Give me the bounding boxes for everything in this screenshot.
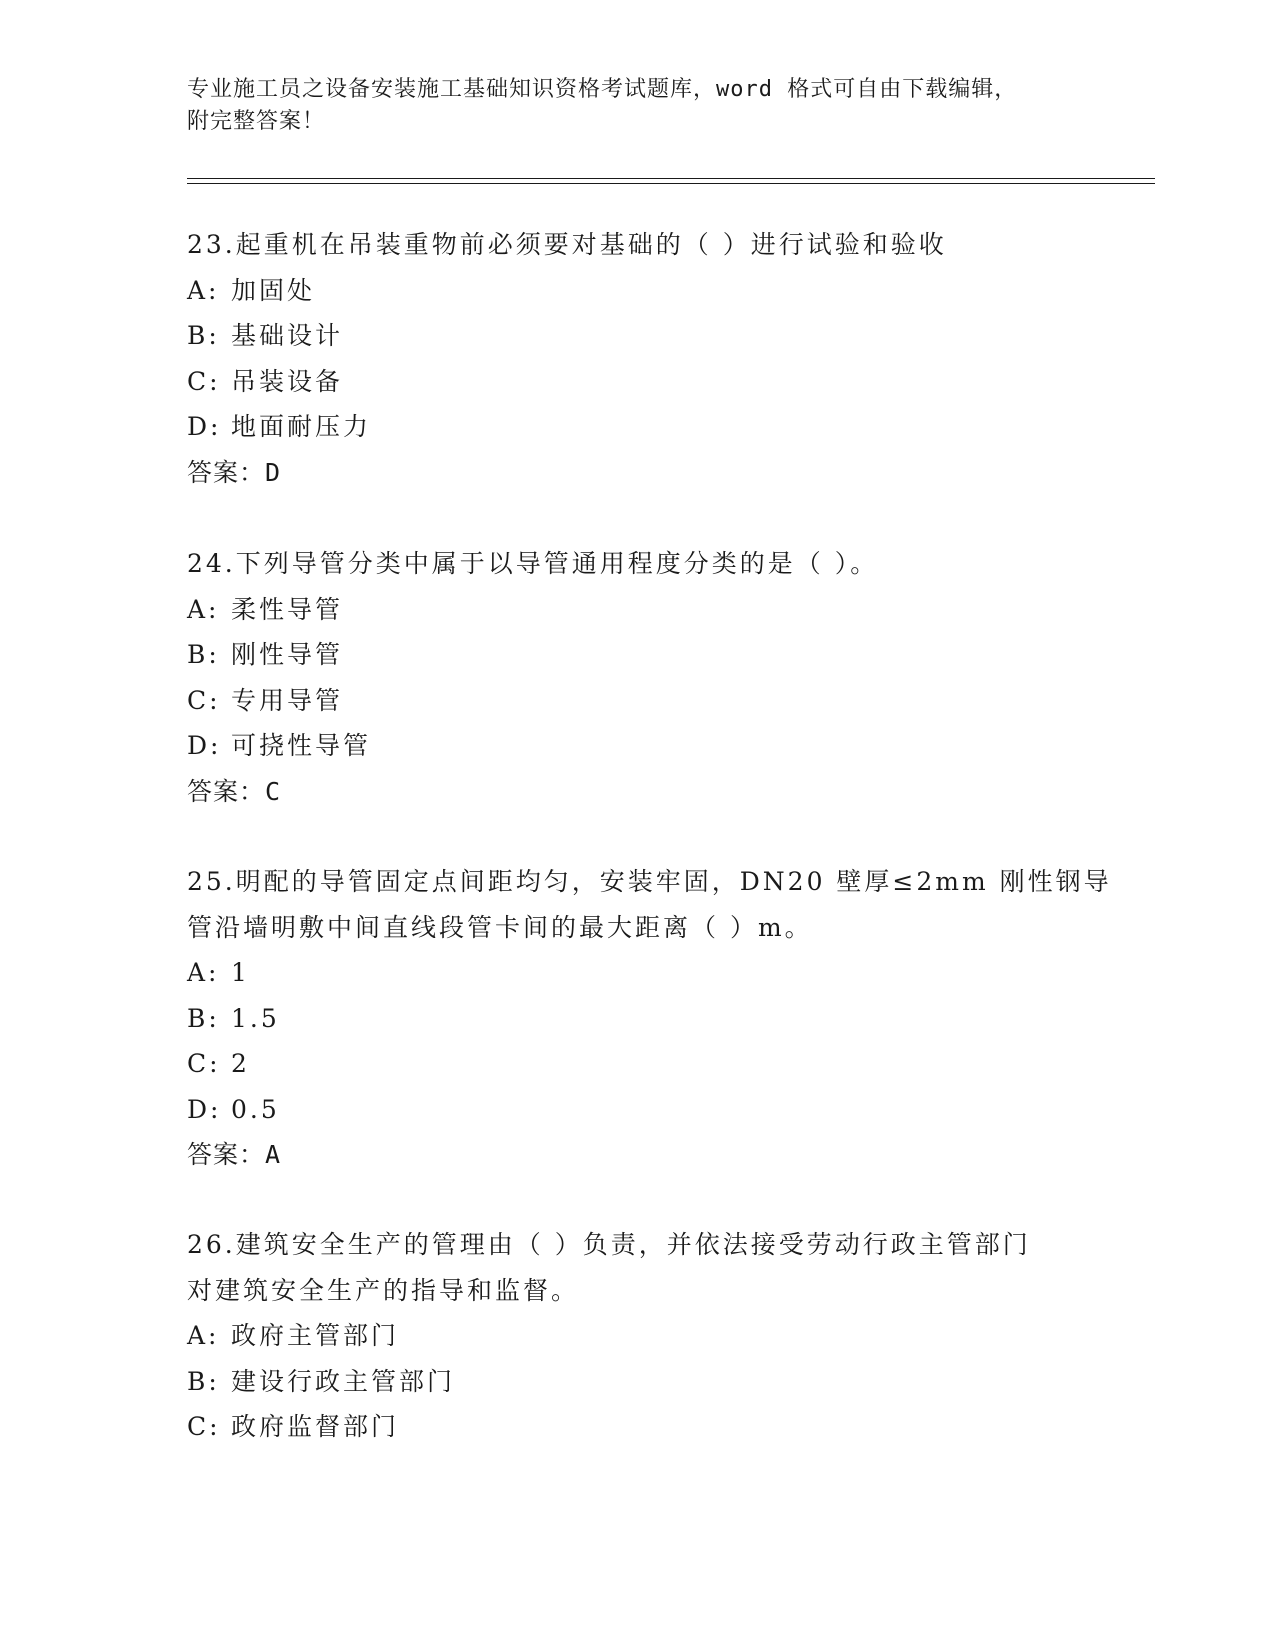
option-label: A: <box>187 594 220 624</box>
header-line-2: 附完整答案！ <box>187 109 326 134</box>
option-label: C: <box>187 1412 221 1441</box>
option-d <box>187 1087 1087 1133</box>
option-label: D: <box>187 1094 222 1124</box>
answer-value: D <box>265 457 282 487</box>
option-label: C: <box>187 366 221 396</box>
option-text: 政府主管部门 <box>231 1321 400 1350</box>
option-label: D: <box>187 412 222 441</box>
option-text: 专用导管 <box>231 685 344 715</box>
question-24 <box>187 541 1087 814</box>
option-a <box>187 268 1087 314</box>
question-25 <box>187 859 1112 1178</box>
header-line-1: 专业施工员之设备安装施工基础知识资格考试题库，word 格式可自由下载编辑， <box>187 77 1018 102</box>
option-c <box>187 1041 1087 1087</box>
question-23 <box>187 222 1087 495</box>
answer-label: 答案： <box>187 776 266 806</box>
question-stem: 23.起重机在吊装重物前必须要对基础的（ ）进行试验和验收 <box>187 230 947 259</box>
header-divider-bottom <box>187 183 1155 184</box>
option-label: B: <box>187 640 220 669</box>
answer-line <box>187 769 1087 815</box>
option-a <box>187 587 1087 633</box>
option-text: 刚性导管 <box>231 640 344 669</box>
answer-label: 答案： <box>187 457 266 487</box>
option-d <box>187 723 1087 769</box>
option-label: D: <box>187 731 222 760</box>
option-text: 2 <box>231 1049 250 1078</box>
answer-line <box>187 1132 1087 1178</box>
option-b <box>187 996 1087 1042</box>
option-c <box>187 359 1087 405</box>
option-text: 柔性导管 <box>231 594 344 624</box>
option-c <box>187 678 1087 724</box>
option-label: B: <box>187 1366 220 1396</box>
option-b <box>187 632 1087 678</box>
answer-value: A <box>265 1140 282 1169</box>
option-a <box>187 950 1087 996</box>
option-text: 基础设计 <box>231 321 344 350</box>
answer-label: 答案： <box>187 1140 266 1169</box>
option-label: A: <box>187 958 220 987</box>
option-text: 1.5 <box>231 1003 280 1033</box>
option-text: 0.5 <box>231 1094 280 1124</box>
header-divider-top <box>187 178 1155 179</box>
question-26 <box>187 1222 1087 1450</box>
option-text: 1 <box>231 958 250 987</box>
question-stem-line-2: 对建筑安全生产的指导和监督。 <box>187 1275 580 1305</box>
option-c <box>187 1404 1087 1450</box>
option-label: B: <box>187 321 220 350</box>
option-b <box>187 313 1087 359</box>
document-header <box>187 74 1087 138</box>
option-d <box>187 404 1087 450</box>
option-label: C: <box>187 685 221 715</box>
option-label: C: <box>187 1049 221 1078</box>
option-label: A: <box>187 1321 220 1350</box>
option-text: 地面耐压力 <box>231 412 372 441</box>
option-text: 可挠性导管 <box>231 731 372 760</box>
option-label: B: <box>187 1003 220 1033</box>
option-text: 政府监督部门 <box>231 1412 400 1441</box>
question-stem: 24.下列导管分类中属于以导管通用程度分类的是（ ）。 <box>187 549 879 578</box>
answer-line <box>187 450 1087 496</box>
option-text: 加固处 <box>231 275 316 305</box>
question-stem-line-1: 25.明配的导管固定点间距均匀，安装牢固，DN20 壁厚≤2mm 刚性钢导 <box>187 867 1112 896</box>
option-a <box>187 1313 1087 1359</box>
option-text: 吊装设备 <box>231 366 344 396</box>
option-label: A: <box>187 275 220 305</box>
option-b <box>187 1359 1087 1405</box>
option-text: 建设行政主管部门 <box>231 1366 456 1396</box>
answer-value: C <box>265 776 282 806</box>
question-stem-line-2: 管沿墙明敷中间直线段管卡间的最大距离（ ）m。 <box>187 912 813 942</box>
question-stem-line-1: 26.建筑安全生产的管理由（ ）负责，并依法接受劳动行政主管部门 <box>187 1230 1031 1259</box>
